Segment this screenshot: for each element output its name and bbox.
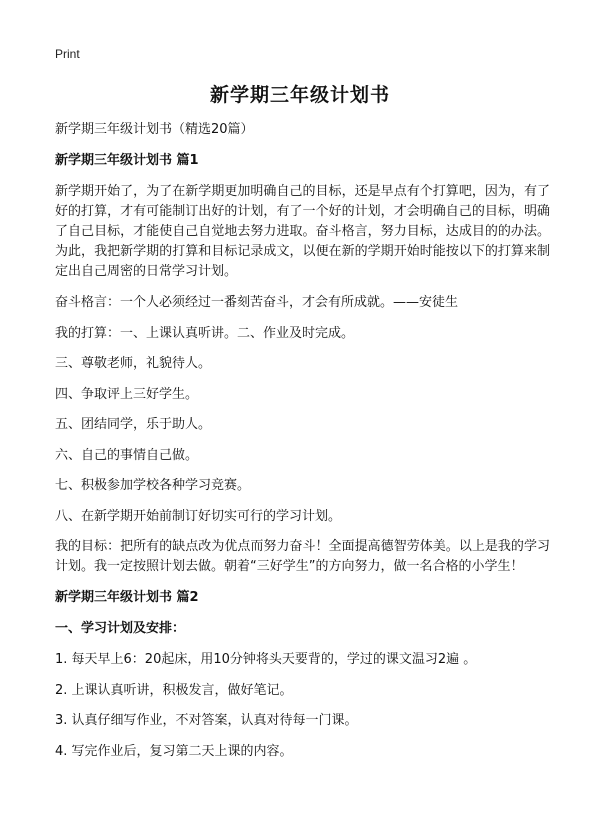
- schedule-item: 4. 写完作业后，复习第二天上课的内容。: [55, 743, 293, 759]
- section-heading-2: 新学期三年级计划书 篇2: [55, 590, 199, 605]
- document-subtitle: 新学期三年级计划书（精选20篇）: [55, 122, 254, 137]
- plan-item: 五、团结同学，乐于助人。: [55, 417, 212, 432]
- plan-item: 七、积极参加学校各种学习竞赛。: [55, 478, 251, 493]
- print-label: Print: [55, 47, 80, 61]
- intro-paragraph: 新学期开始了，为了在新学期更加明确自己的目标，还是早点有个打算吧，因为，有了好的打算，才有可能制订出好的计划，有了一个好的计划，才会明确自己的目标，明确了自己目标，才能使自己自觉地去努力进取。奋斗格言，努力目标，达成目的的办法。为此，我把新学期的打算和目标记录成文，以便在新的学期开始时能按以下的打算来制定出自己周密的日常学习计划。: [55, 184, 550, 279]
- document-title: 新学期三年级计划书: [209, 84, 390, 106]
- document-body: [55, 120, 550, 772]
- section-subheading: 一、学习计划及安排：: [55, 621, 186, 636]
- plan-intro-paragraph: 我的打算：一、上课认真听讲。二、作业及时完成。: [55, 325, 355, 341]
- plan-item: 三、尊敬老师，礼貌待人。: [55, 356, 212, 371]
- schedule-item: 1. 每天早上6：20起床，用10分钟将头天要背的，学过的课文温习2遍 。: [55, 652, 477, 667]
- plan-item: 八、在新学期开始前制订好切实可行的学习计划。: [55, 508, 342, 524]
- motto-paragraph: 奋斗格言：一个人必须经过一番刻苦奋斗，才会有所成就。——安徒生: [55, 295, 459, 310]
- schedule-item: 3. 认真仔细写作业，不对答案，认真对待每一门课。: [55, 713, 358, 728]
- section-heading-1: 新学期三年级计划书 篇1: [55, 153, 199, 168]
- schedule-item: 2. 上课认真听讲，积极发言，做好笔记。: [55, 682, 293, 698]
- plan-item: 四、争取评上三好学生。: [55, 386, 199, 402]
- plan-item: 六、自己的事情自己做。: [55, 447, 199, 463]
- goal-paragraph: 我的目标：把所有的缺点改为优点而努力奋斗！全面提高德智劳体美。以上是我的学习计划。我一定按照计划去做。朝着“三好学生”的方向努力，做一名合格的小学生！: [55, 539, 550, 574]
